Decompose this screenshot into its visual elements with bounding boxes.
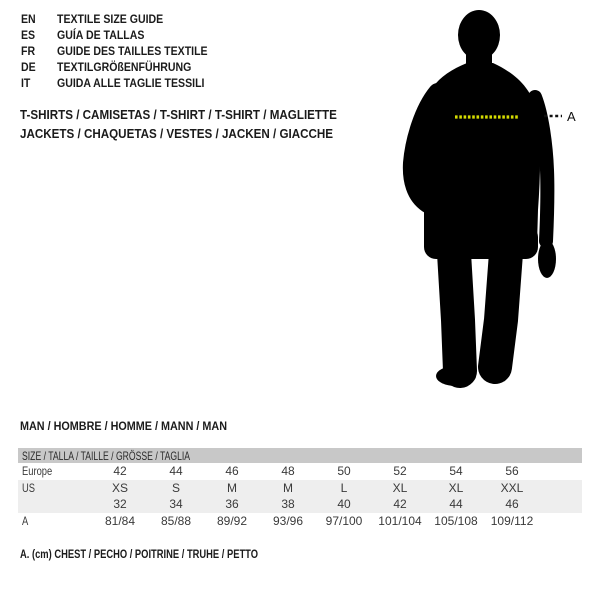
size-cell: 40: [337, 497, 351, 512]
size-cell: L: [340, 480, 348, 495]
silhouette-right-leg: [495, 253, 506, 367]
size-cell: 81/84: [104, 513, 136, 528]
size-cell: 89/92: [216, 513, 248, 528]
size-table-header-label: SIZE / TALLA / TAILLE / GRÖSSE / TAGLIA: [22, 448, 191, 463]
garment-categories: [20, 106, 361, 143]
language-title: TEXTILGRÖßENFÜHRUNG: [57, 60, 192, 74]
size-cell: 52: [393, 464, 407, 479]
size-cell: 32: [113, 497, 127, 512]
size-cell: 42: [113, 464, 127, 479]
table-row-europe: [18, 463, 582, 480]
row-label: US: [22, 480, 36, 495]
language-row: [21, 43, 228, 59]
size-table-header: [18, 448, 582, 463]
language-row: [21, 27, 228, 43]
language-code: IT: [21, 76, 31, 90]
table-row-us: [18, 480, 582, 497]
size-cell: XL: [392, 480, 408, 495]
size-cell: XXL: [500, 480, 524, 495]
man-silhouette-figure: [400, 5, 580, 395]
language-title: GUIDA ALLE TAGLIE TESSILI: [57, 76, 205, 90]
size-cell: 48: [281, 464, 295, 479]
size-cell: 50: [337, 464, 351, 479]
size-cell: 46: [225, 464, 239, 479]
section-title-man: MAN / HOMBRE / HOMME / MANN / MAN: [20, 419, 227, 433]
silhouette-left-foot: [436, 366, 476, 386]
size-cell: 56: [505, 464, 519, 479]
measurement-footnote: A. (cm) CHEST / PECHO / POITRINE / TRUHE / PETTO: [20, 547, 259, 561]
size-cell: M: [227, 480, 237, 495]
language-row: [21, 11, 228, 27]
language-code: EN: [21, 12, 36, 26]
garment-line-tshirts: T-SHIRTS / CAMISETAS / T-SHIRT / T-SHIRT / MAGLIETTE: [20, 108, 337, 122]
language-title: TEXTILE SIZE GUIDE: [57, 12, 164, 26]
measure-label-a: A: [567, 109, 576, 124]
size-cell: 42: [393, 497, 407, 512]
size-cell: 34: [169, 497, 183, 512]
row-label: [18, 497, 92, 511]
size-cell: 44: [169, 464, 183, 479]
table-row-chest: [18, 513, 582, 530]
language-title: GUIDE DES TAILLES TEXTILE: [57, 44, 208, 58]
size-cell: XS: [111, 480, 128, 495]
language-row: [21, 59, 228, 75]
silhouette-right-foot: [479, 361, 511, 379]
size-cell: 105/108: [434, 513, 478, 528]
table-row-uk: [18, 496, 582, 513]
row-label: Europe: [22, 464, 53, 479]
language-title: GUÍA DE TALLAS: [57, 28, 145, 42]
size-cell: 97/100: [325, 513, 363, 528]
size-cell: S: [171, 480, 180, 495]
garment-line-jackets: JACKETS / CHAQUETAS / VESTES / JACKEN / GIACCHE: [20, 126, 334, 141]
language-legend: [21, 11, 228, 91]
size-cell: 109/112: [490, 513, 534, 528]
language-code: ES: [21, 28, 36, 42]
size-table: [18, 448, 582, 529]
size-cell: M: [283, 480, 293, 495]
size-cell: 38: [281, 497, 295, 512]
size-cell: 54: [449, 464, 463, 479]
size-cell: 44: [449, 497, 463, 512]
language-row: [21, 75, 228, 91]
size-cell: 93/96: [272, 513, 304, 528]
man-silhouette: [400, 5, 580, 395]
size-cell: 46: [505, 497, 519, 512]
language-code: DE: [21, 60, 36, 74]
language-code: FR: [21, 44, 36, 58]
row-label: A: [22, 513, 29, 528]
size-cell: 85/88: [160, 513, 192, 528]
size-cell: 101/104: [378, 513, 422, 528]
size-cell: 36: [225, 497, 239, 512]
silhouette-right-hand: [538, 240, 556, 278]
silhouette-left-leg: [454, 253, 460, 371]
size-cell: XL: [448, 480, 464, 495]
